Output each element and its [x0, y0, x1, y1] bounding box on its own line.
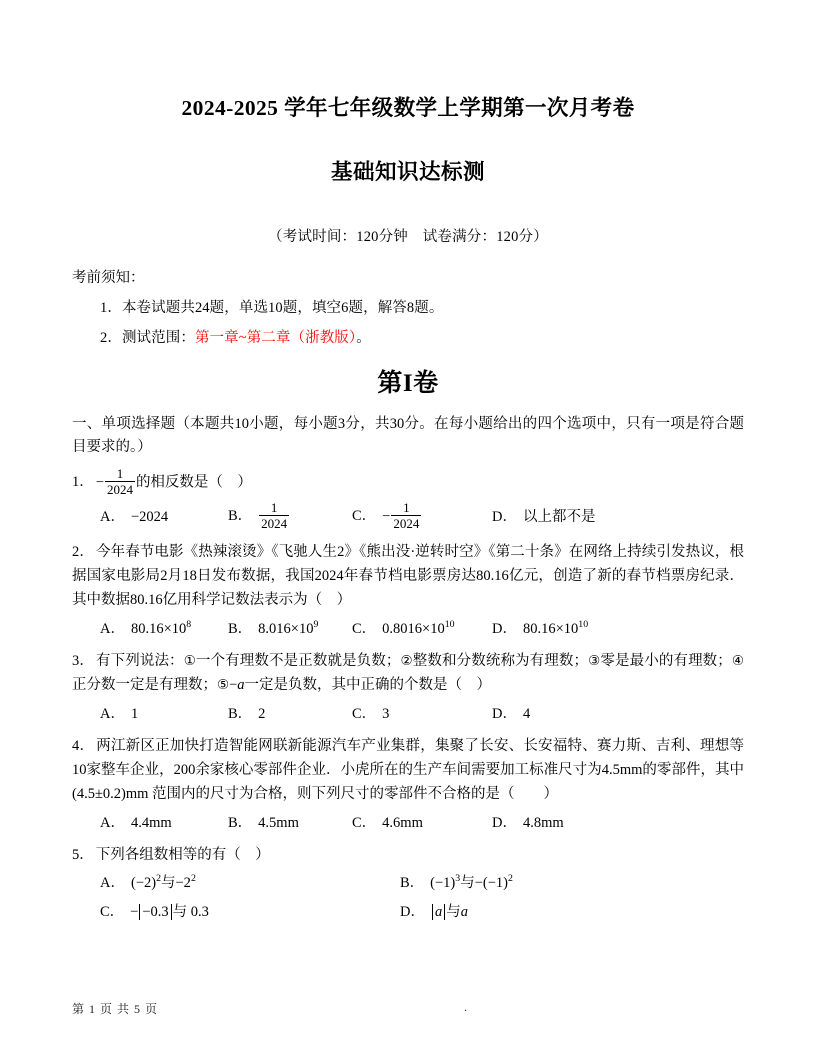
question-4-text-part2: mm 范围内的尺寸为合格，则下列尺寸的零部件不合格的是（ ） [125, 785, 559, 802]
statement-3: 零是最小的有理数； [600, 653, 732, 670]
option-exponent-1: 3 [455, 873, 461, 885]
question-3-option-c[interactable] [352, 702, 492, 726]
option-text: 80.16×10 [522, 620, 579, 637]
option-label: A． [100, 705, 125, 722]
statement-2: 整数和分数统称为有理数； [412, 653, 589, 670]
question-4 [72, 726, 744, 835]
option-label: D． [492, 620, 517, 637]
statement-5-rest: 一定是负数，其中正确的个数是（ ） [244, 677, 492, 694]
question-3-stem [72, 649, 744, 697]
question-3-intro: 有下列说法： [95, 653, 184, 670]
question-2-option-b[interactable] [228, 617, 352, 641]
option-label: A． [100, 508, 125, 525]
option-exponent-1: 2 [156, 873, 161, 885]
question-5 [72, 835, 744, 924]
footer-dot: . [464, 1000, 467, 1014]
option-text: 4 [522, 705, 531, 722]
option-sign: − [382, 508, 391, 525]
question-4-option-c[interactable] [352, 811, 492, 835]
question-3-options [72, 697, 744, 726]
fraction-denominator: 2024 [106, 482, 133, 498]
question-4-number: 4． [72, 737, 95, 754]
question-3-option-a[interactable] [100, 702, 228, 726]
statement-1: 一个有理数不是正数就是负数； [195, 653, 401, 670]
statement-5-sign: − [229, 677, 238, 694]
question-2-option-a[interactable] [100, 617, 228, 641]
option-label: D． [492, 705, 517, 722]
option-value: a [460, 904, 468, 921]
question-5-option-d[interactable] [400, 900, 468, 924]
option-label: A． [100, 814, 125, 831]
question-5-option-b[interactable] [400, 871, 513, 895]
option-exponent-2: 2 [190, 873, 196, 885]
question-1-stem-tail: 的相反数是（ ） [135, 474, 252, 491]
question-3-option-d[interactable] [492, 702, 530, 726]
question-2-number: 2． [72, 544, 94, 561]
option-text: −2024 [130, 508, 169, 525]
question-4-option-b[interactable] [228, 811, 352, 835]
question-1-options [72, 498, 744, 532]
option-label: C． [100, 904, 125, 921]
option-label: B． [228, 620, 253, 637]
page-title: 2024-2025 学年七年级数学上学期第一次月考卷 [181, 96, 635, 120]
question-1-option-d[interactable] [492, 505, 595, 529]
question-1-sign: − [95, 474, 104, 491]
option-text: 以上都不是 [522, 508, 596, 525]
question-1-option-c[interactable] [352, 499, 492, 532]
fraction-numerator: 1 [105, 467, 135, 483]
option-exponent: 8 [186, 619, 192, 631]
option-text: 4.5mm [258, 814, 299, 831]
option-base-2: −(−1) [474, 875, 508, 892]
notice-item-2-suffix: 。 [356, 329, 371, 346]
circled-number-4: ④ [731, 653, 745, 669]
option-text: 8.016×10 [258, 620, 314, 637]
question-4-options [72, 806, 744, 835]
option-label: B． [400, 875, 425, 892]
question-1 [72, 460, 744, 533]
option-exponent: 10 [444, 619, 455, 631]
option-label: B． [228, 508, 253, 525]
fraction-numerator: 1 [259, 501, 289, 517]
option-text: 4.4mm [130, 814, 172, 831]
question-1-stem [72, 465, 744, 498]
option-label: A． [100, 875, 125, 892]
option-label: A． [100, 620, 125, 637]
question-3-number: 3． [72, 653, 94, 670]
question-5-text: 下列各组数相等的有（ ） [95, 846, 270, 863]
question-2-options [72, 612, 744, 641]
question-2 [72, 532, 744, 641]
question-5-options-row-2 [72, 896, 744, 925]
option-conjunction: 与 [161, 875, 176, 892]
notice-item-2 [72, 317, 744, 347]
question-4-option-a[interactable] [100, 811, 228, 835]
option-text: 0.8016×10 [382, 620, 445, 637]
circled-number-1: ① [183, 653, 196, 669]
option-exponent: 10 [578, 619, 589, 631]
option-base-2: −2 [175, 875, 191, 892]
footer-page-number: 第 1 页 共 5 页 [72, 1002, 159, 1016]
notice-heading: 考前须知： [72, 269, 145, 286]
option-label: C． [352, 705, 377, 722]
page-subtitle: 基础知识达标测 [330, 159, 485, 184]
option-text: 4.6mm [382, 814, 423, 831]
option-fraction [259, 501, 289, 531]
fraction-denominator: 2024 [393, 516, 420, 532]
statement-5-variable: a [237, 677, 245, 694]
option-exponent-2: 2 [507, 873, 513, 885]
option-label: B． [228, 705, 253, 722]
option-text: 4.8mm [522, 814, 564, 831]
option-conjunction: 与 [172, 904, 188, 921]
option-text: 1 [130, 705, 139, 722]
question-3 [72, 641, 744, 726]
question-1-option-a[interactable] [100, 505, 228, 529]
option-exponent: 9 [313, 619, 319, 631]
question-2-option-c[interactable] [352, 617, 492, 641]
circled-number-3: ③ [588, 653, 601, 669]
section-title: 第I卷 [377, 369, 439, 397]
fraction-numerator: 1 [391, 501, 421, 517]
question-1-number: 1． [72, 474, 94, 491]
question-4-text-part1: 两江新区正加快打造智能网联新能源汽车产业集群，集聚了长安、长安福特、赛力斯、吉利、理想等10家整车企业，200余家核心零部件企业．小虎所在的生产车间需要加工标准尺寸为4.5mm的零部件，其中 [72, 737, 745, 778]
option-fraction [391, 501, 421, 531]
option-text: 2 [258, 705, 266, 722]
question-3-option-b[interactable] [228, 702, 352, 726]
question-1-fraction [105, 467, 135, 497]
section-intro: 一、单项选择题（本题共10小题，每小题3分，共30分。在每小题给出的四个选项中，只有一项是符合题目要求的。） [72, 415, 744, 456]
option-conjunction: 与 [460, 875, 475, 892]
circled-number-2: ② [400, 653, 413, 669]
question-4-tolerance-formula: (4.5±0.2) [72, 785, 126, 802]
question-2-option-d[interactable] [492, 617, 588, 641]
option-conjunction: 与 [446, 904, 461, 921]
question-5-number: 5． [72, 846, 94, 863]
question-2-stem [72, 540, 744, 612]
question-5-option-a[interactable] [100, 871, 400, 895]
fraction-denominator: 2024 [261, 516, 288, 532]
option-base-1: (−1) [430, 875, 456, 892]
option-value: 0.3 [190, 904, 209, 921]
notice-item-1: 1．本卷试题共24题，单选10题，填空6题，解答8题。 [100, 299, 444, 316]
question-4-stem [72, 734, 744, 806]
absolute-value-expression: −0.3 [139, 904, 171, 920]
statement-4: 正分数一定是有理数； [72, 677, 217, 694]
notice-item-2-prefix: 2．测试范围： [100, 329, 195, 346]
option-label: D． [492, 508, 517, 525]
option-label: D． [400, 904, 425, 921]
option-sign: − [130, 904, 139, 921]
question-5-option-c[interactable] [100, 900, 400, 924]
option-base-1: (−2) [130, 875, 157, 892]
notice-item-2-scope: 第一章~第二章（浙教版） [194, 329, 357, 346]
question-5-options-row-1 [72, 867, 744, 896]
question-2-text: 今年春节电影《热辣滚烫》《飞驰人生2》《熊出没·逆转时空》《第二十条》在网络上持续引发热议，根据国家电影局2月18日发布数据，我国2024年春节档电影票房达80.16亿元，创造了新的春节档票房纪录．其中数据80.16亿用科学记数法表示为（ ） [72, 544, 745, 609]
absolute-value-expression: a [432, 904, 445, 920]
option-text: 3 [382, 705, 390, 722]
option-label: D． [492, 814, 517, 831]
circled-number-5: ⑤ [217, 677, 230, 693]
option-label: B． [228, 814, 253, 831]
option-label: C． [352, 814, 377, 831]
option-label: C． [352, 508, 377, 525]
question-5-stem [72, 843, 744, 867]
option-text: 80.16×10 [130, 620, 187, 637]
question-4-option-d[interactable] [492, 811, 564, 835]
exam-info: （考试时间：120分钟 试卷满分：120分） [268, 228, 548, 245]
question-1-option-b[interactable] [228, 499, 352, 532]
option-label: C． [352, 620, 377, 637]
